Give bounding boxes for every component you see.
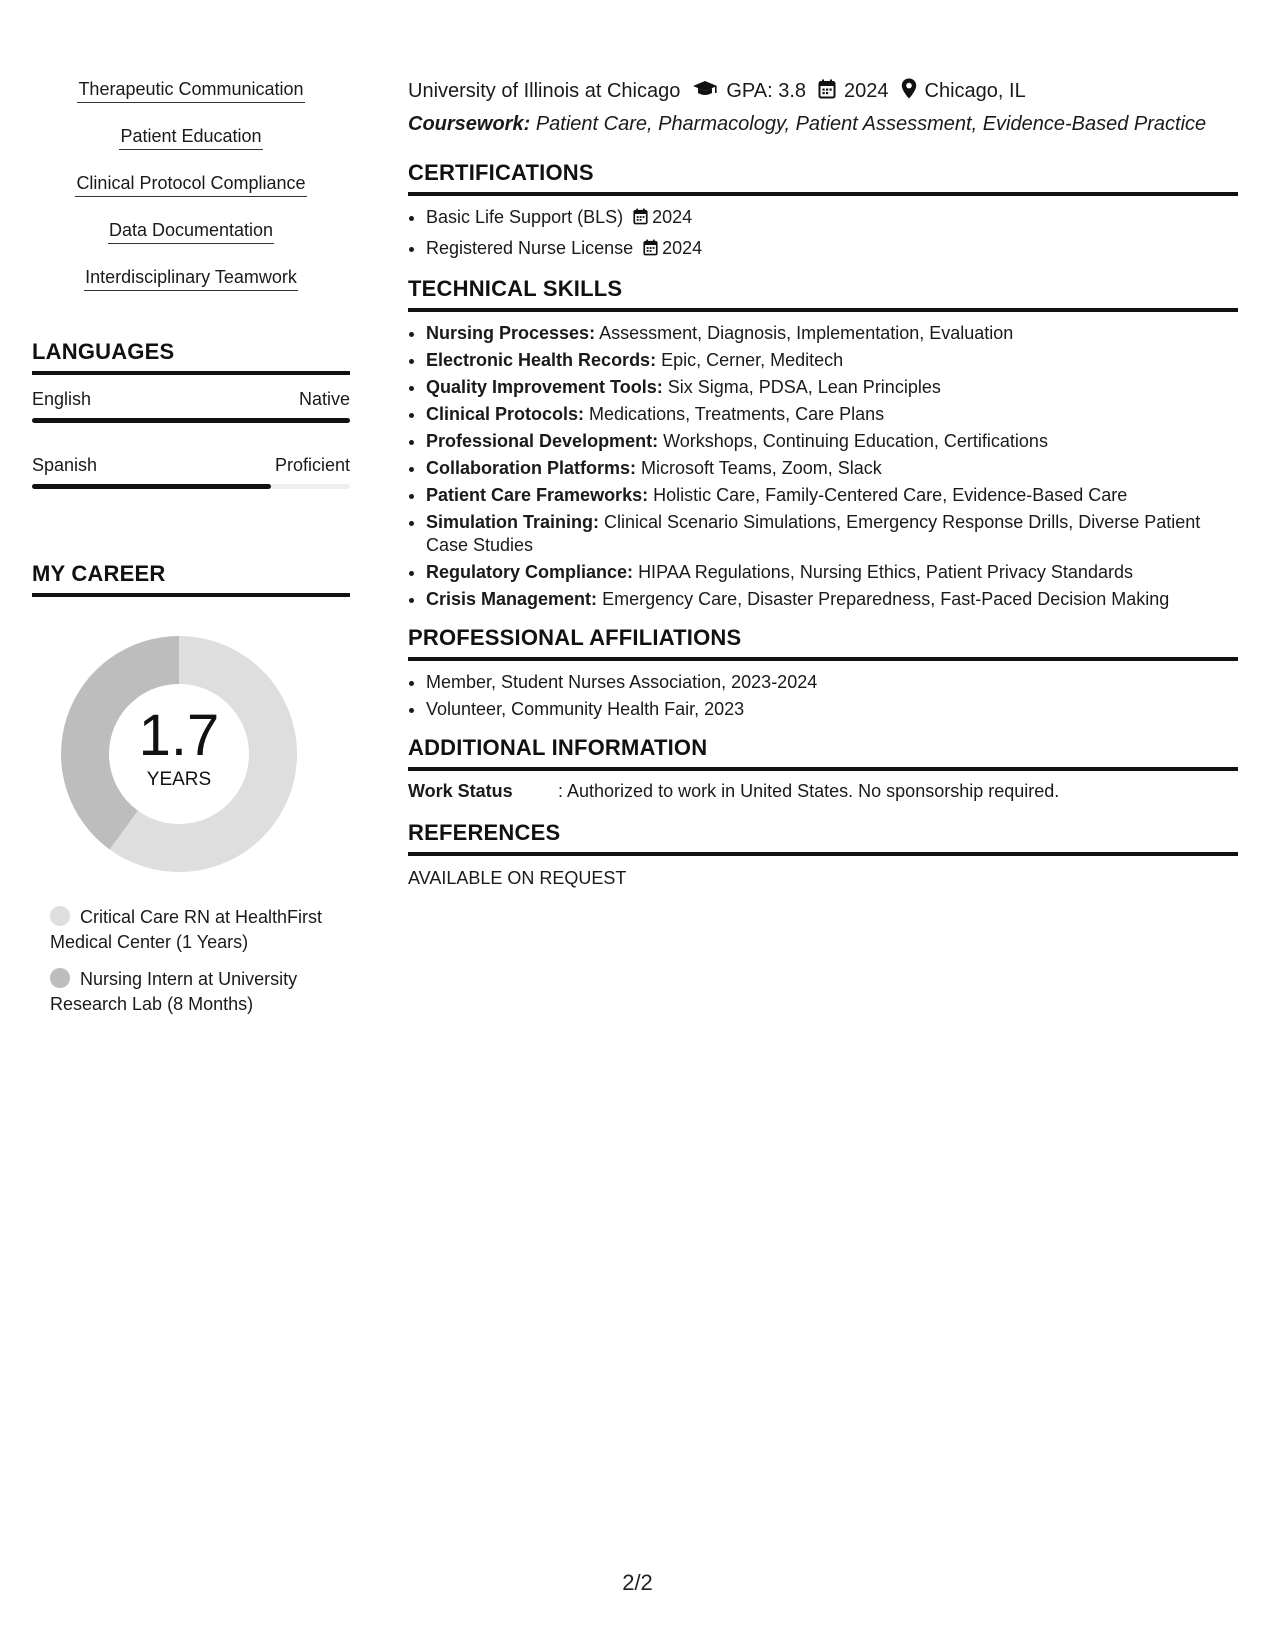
technical-skills-list <box>408 322 1238 611</box>
legend-dot-icon <box>50 968 70 988</box>
career-legend <box>50 905 330 1017</box>
legend-label: Nursing Intern at University Research Lab (8 Months) <box>50 969 298 1014</box>
skill-tags <box>32 78 350 313</box>
skill-category: Collaboration Platforms: <box>426 458 637 478</box>
list-item <box>426 322 1238 345</box>
certification-name: Registered Nurse License <box>426 238 634 258</box>
location-pin-icon <box>901 78 917 105</box>
skill-category: Professional Development: <box>426 431 659 451</box>
skill-category: Simulation Training: <box>426 512 600 532</box>
work-status-label: Work Status <box>408 781 513 801</box>
skill-values: Microsoft Teams, Zoom, Slack <box>641 458 882 478</box>
skill-values: Clinical Scenario Simulations, Emergency Response Drills, Diverse Patient Case Studies <box>426 512 1201 555</box>
language-item <box>32 389 350 423</box>
coursework-list: Patient Care, Pharmacology, Patient Assessment, Evidence-Based Practice <box>535 113 1207 135</box>
skill-values: Holistic Care, Family-Centered Care, Evidence-Based Care <box>653 485 1128 505</box>
language-bar <box>32 484 350 489</box>
gpa: GPA: 3.8 <box>726 80 807 102</box>
certifications-title: CERTIFICATIONS <box>408 160 1238 196</box>
graduation-cap-icon <box>692 80 718 104</box>
skill-category: Patient Care Frameworks: <box>426 485 649 505</box>
school-name: University of Illinois at Chicago <box>408 80 681 102</box>
skill-category: Regulatory Compliance: <box>426 562 634 582</box>
skill-category: Clinical Protocols: <box>426 404 585 424</box>
work-status-value: : Authorized to work in United States. No sponsorship required. <box>558 781 1060 801</box>
career-section <box>32 561 350 1017</box>
skill-values: Medications, Treatments, Care Plans <box>589 404 885 424</box>
calendar-icon <box>633 208 648 231</box>
career-unit: YEARS <box>146 769 212 790</box>
list-item: • Volunteer, Community Health Fair, 2023 <box>426 698 1238 721</box>
skill-tag: Interdisciplinary Teamwork <box>84 266 298 291</box>
list-item <box>426 376 1238 399</box>
list-item <box>426 349 1238 372</box>
references-value: AVAILABLE ON REQUEST <box>408 868 627 888</box>
right-column <box>408 78 1238 889</box>
education-line <box>408 78 1238 105</box>
language-bar-fill <box>32 484 271 489</box>
coursework <box>408 113 1238 136</box>
skill-tag: Therapeutic Communication <box>77 78 304 103</box>
skill-values: Emergency Care, Disaster Preparedness, Fast-Paced Decision Making <box>602 589 1170 609</box>
skill-values: Six Sigma, PDSA, Lean Principles <box>667 377 941 397</box>
skill-values: Epic, Cerner, Meditech <box>661 350 844 370</box>
languages-section <box>32 339 350 489</box>
skill-tag: Patient Education <box>119 125 262 150</box>
skill-category: Electronic Health Records: <box>426 350 657 370</box>
calendar-icon <box>643 239 658 262</box>
language-bar <box>32 418 350 423</box>
page-number: 2/2 <box>622 1570 653 1595</box>
language-level: Proficient <box>274 455 350 475</box>
affiliations-title: PROFESSIONAL AFFILIATIONS <box>408 625 1238 661</box>
language-name: Spanish <box>32 455 98 475</box>
languages-title: LANGUAGES <box>32 339 350 375</box>
list-item <box>426 484 1238 507</box>
legend-label: Critical Care RN at HealthFirst Medical Center (1 Years) <box>50 907 323 952</box>
affiliations-list <box>408 671 1238 721</box>
career-total: 1.7 <box>138 703 220 768</box>
skill-category: Nursing Processes: <box>426 323 596 343</box>
coursework-label: Coursework: <box>408 113 531 135</box>
skill-tag: Data Documentation <box>108 219 274 244</box>
list-item <box>426 457 1238 480</box>
certification-name: Basic Life Support (BLS) <box>426 207 624 227</box>
language-name: English <box>32 389 92 409</box>
skill-values: Workshops, Continuing Education, Certifications <box>663 431 1048 451</box>
legend-dot-icon <box>50 906 70 926</box>
legend-item <box>50 967 330 1017</box>
certification-year: 2024 <box>662 238 703 258</box>
left-column <box>32 78 350 1029</box>
list-item <box>426 206 1238 231</box>
calendar-icon <box>818 79 836 105</box>
career-title: MY CAREER <box>32 561 350 597</box>
language-item <box>32 455 350 489</box>
language-bar-fill <box>32 418 350 423</box>
list-item <box>426 403 1238 426</box>
list-item <box>426 511 1238 557</box>
list-item <box>426 561 1238 584</box>
education-location: Chicago, IL <box>924 80 1026 102</box>
language-level: Native <box>298 389 350 409</box>
technical-skills-title: TECHNICAL SKILLS <box>408 276 1238 312</box>
work-status-row <box>408 781 1238 802</box>
skill-values: HIPAA Regulations, Nursing Ethics, Patient Privacy Standards <box>638 562 1133 582</box>
list-item: • Member, Student Nurses Association, 2023-2024 <box>426 671 1238 694</box>
certification-year: 2024 <box>652 207 693 227</box>
list-item <box>426 430 1238 453</box>
career-donut <box>54 629 304 879</box>
education-year: 2024 <box>844 80 889 102</box>
skill-category: Quality Improvement Tools: <box>426 377 663 397</box>
certifications-list <box>408 206 1238 262</box>
legend-item <box>50 905 330 955</box>
skill-tag: Clinical Protocol Compliance <box>75 172 306 197</box>
list-item <box>426 237 1238 262</box>
skill-category: Crisis Management: <box>426 589 598 609</box>
list-item <box>426 588 1238 611</box>
references-title: REFERENCES <box>408 820 1238 856</box>
skill-values: Assessment, Diagnosis, Implementation, Evaluation <box>599 323 1014 343</box>
additional-info-title: ADDITIONAL INFORMATION <box>408 735 1238 771</box>
